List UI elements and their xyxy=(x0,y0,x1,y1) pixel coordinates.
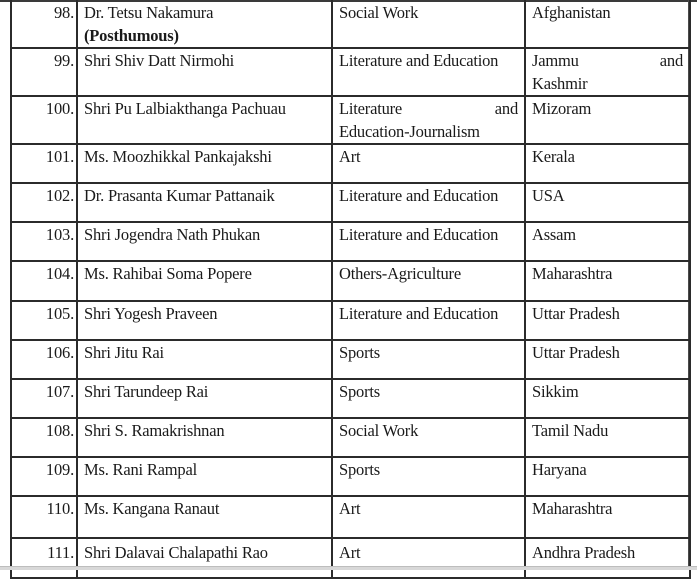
recipient-name: Ms. Moozhikkal Pankajakshi xyxy=(77,144,332,183)
serial-number: 109. xyxy=(11,457,77,496)
award-field: Social Work xyxy=(332,0,525,48)
table-row xyxy=(11,418,690,457)
state-line-1: Jammu and xyxy=(532,51,683,70)
bottom-edge-strip xyxy=(0,566,697,570)
recipient-state: Haryana xyxy=(525,457,690,496)
award-field: Art xyxy=(332,144,525,183)
table-row xyxy=(11,379,690,418)
table-row xyxy=(11,457,690,496)
table-row xyxy=(11,538,690,578)
recipient-state: Afghanistan xyxy=(525,0,690,48)
awards-table xyxy=(10,0,691,579)
award-field: Sports xyxy=(332,457,525,496)
award-field: Literature and Education xyxy=(332,48,525,96)
recipient-state: Andhra Pradesh xyxy=(525,538,690,578)
table-row xyxy=(11,222,690,261)
recipient-name: Shri Dalavai Chalapathi Rao xyxy=(77,538,332,578)
award-field: Art xyxy=(332,538,525,578)
award-field: Social Work xyxy=(332,418,525,457)
serial-number: 99. xyxy=(11,48,77,96)
recipient-state: Assam xyxy=(525,222,690,261)
recipient-name: Ms. Kangana Ranaut xyxy=(77,496,332,538)
award-field: Literature and Education xyxy=(332,222,525,261)
award-field: Literature and Education xyxy=(332,301,525,340)
recipient-name: Ms. Rahibai Soma Popere xyxy=(77,261,332,301)
recipient-state: Maharashtra xyxy=(525,496,690,538)
table-row xyxy=(11,183,690,222)
recipient-state: Tamil Nadu xyxy=(525,418,690,457)
serial-number: 103. xyxy=(11,222,77,261)
recipient-name-text: Dr. Tetsu Nakamura xyxy=(84,3,214,22)
serial-number: 106. xyxy=(11,340,77,379)
recipient-state: Kerala xyxy=(525,144,690,183)
serial-number: 101. xyxy=(11,144,77,183)
recipient-name: Shri Pu Lalbiakthanga Pachuau xyxy=(77,96,332,144)
table-row xyxy=(11,144,690,183)
recipient-name xyxy=(77,0,332,48)
serial-number: 108. xyxy=(11,418,77,457)
award-field: Literature and Education xyxy=(332,183,525,222)
recipient-name: Ms. Rani Rampal xyxy=(77,457,332,496)
table-row xyxy=(11,261,690,301)
recipient-name: Shri Tarundeep Rai xyxy=(77,379,332,418)
recipient-state xyxy=(525,48,690,96)
recipient-state: Uttar Pradesh xyxy=(525,301,690,340)
award-field: Art xyxy=(332,496,525,538)
serial-number: 111. xyxy=(11,538,77,578)
recipient-state: USA xyxy=(525,183,690,222)
recipient-name: Dr. Prasanta Kumar Pattanaik xyxy=(77,183,332,222)
serial-number: 100. xyxy=(11,96,77,144)
recipient-state: Maharashtra xyxy=(525,261,690,301)
award-field: Sports xyxy=(332,379,525,418)
serial-number: 98. xyxy=(11,0,77,48)
field-line-1: Literature and xyxy=(339,99,518,118)
field-line-2: Education-Journalism xyxy=(339,122,480,141)
table-row xyxy=(11,0,690,48)
serial-number: 104. xyxy=(11,261,77,301)
serial-number: 105. xyxy=(11,301,77,340)
award-field xyxy=(332,96,525,144)
award-field: Sports xyxy=(332,340,525,379)
table-row xyxy=(11,340,690,379)
table-row xyxy=(11,96,690,144)
recipient-state: Mizoram xyxy=(525,96,690,144)
state-line-2: Kashmir xyxy=(532,74,588,93)
table-row xyxy=(11,496,690,538)
recipient-state: Uttar Pradesh xyxy=(525,340,690,379)
table-row xyxy=(11,301,690,340)
recipient-name: Shri S. Ramakrishnan xyxy=(77,418,332,457)
recipient-name: Shri Yogesh Praveen xyxy=(77,301,332,340)
serial-number: 107. xyxy=(11,379,77,418)
posthumous-note: (Posthumous) xyxy=(84,26,179,45)
recipient-name: Shri Jitu Rai xyxy=(77,340,332,379)
recipient-state: Sikkim xyxy=(525,379,690,418)
serial-number: 102. xyxy=(11,183,77,222)
recipient-name: Shri Shiv Datt Nirmohi xyxy=(77,48,332,96)
table-row xyxy=(11,48,690,96)
award-field: Others-Agriculture xyxy=(332,261,525,301)
recipient-name: Shri Jogendra Nath Phukan xyxy=(77,222,332,261)
serial-number: 110. xyxy=(11,496,77,538)
